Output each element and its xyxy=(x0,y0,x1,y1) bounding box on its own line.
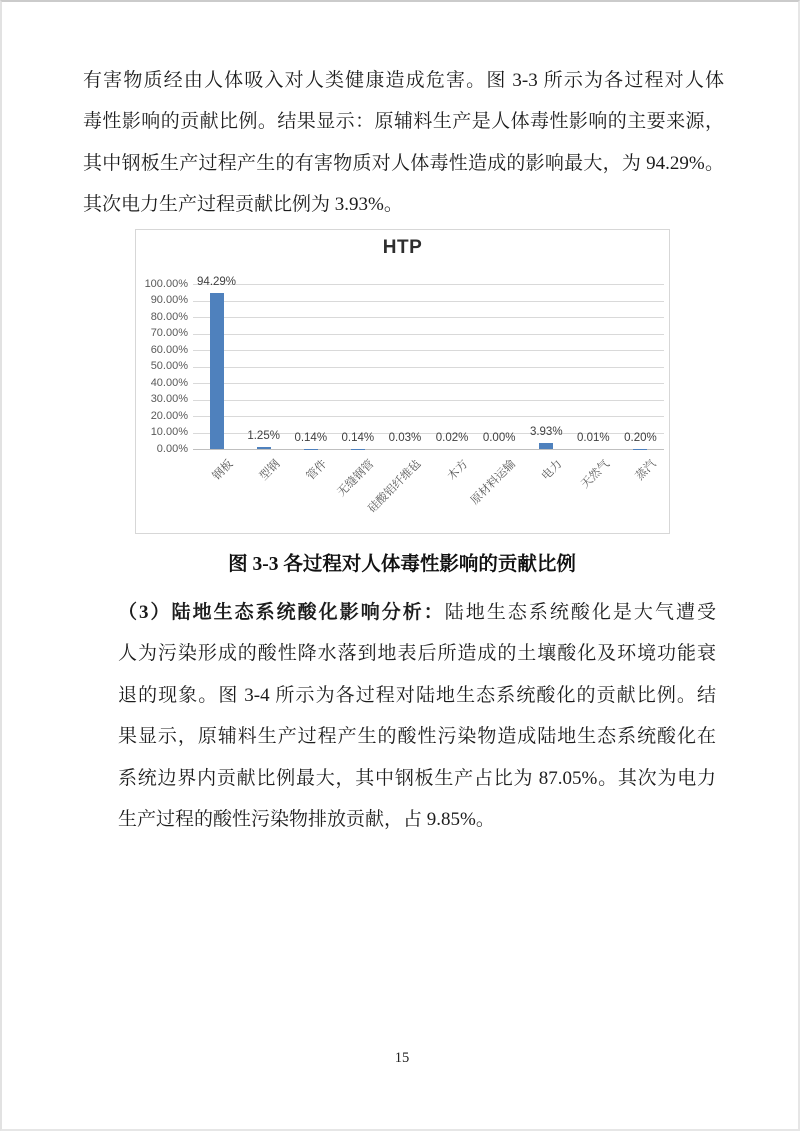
htp-chart xyxy=(135,229,670,534)
y-axis-tick: 50.00% xyxy=(150,360,188,372)
x-axis-category-label: 木方 xyxy=(445,458,471,483)
bar-value-label: 0.03% xyxy=(388,431,422,444)
paragraph-lead-bold: （3）陆地生态系统酸化影响分析： xyxy=(118,602,445,623)
bar-value-label: 0.14% xyxy=(294,431,328,444)
y-axis-tick: 0.00% xyxy=(156,442,188,455)
gridline xyxy=(193,383,664,384)
x-axis-category-label: 电力 xyxy=(539,458,565,483)
paragraph-acidification xyxy=(118,592,716,840)
y-axis-tick: 70.00% xyxy=(150,327,188,339)
text-line: 毒性影响的贡献比例。结果显示：原辅料生产是人体毒性影响的主要来源， xyxy=(83,111,724,133)
text-line: 人为污染形成的酸性降水落到地表后所造成的土壤酸化及环境功能衰 xyxy=(118,643,716,665)
gridline xyxy=(193,416,664,417)
gridline xyxy=(193,400,664,401)
bar xyxy=(210,293,224,449)
y-axis-tick: 90.00% xyxy=(150,294,188,306)
x-axis-category-label: 无缝钢管 xyxy=(335,458,377,500)
figure-caption: 图 3-3 各过程对人体毒性影响的贡献比例 xyxy=(228,554,576,575)
x-axis-category-label: 型钢 xyxy=(257,458,283,483)
paragraph-human-toxicity xyxy=(83,60,724,226)
bar-value-label: 0.20% xyxy=(624,431,657,444)
text-line: 有害物质经由人体吸入对人类健康造成危害。图 3-3 所示为各过程对人体 xyxy=(83,70,724,91)
bar-value-label: 0.00% xyxy=(482,432,516,444)
bar-value-label: 0.01% xyxy=(577,431,610,444)
y-axis-tick: 30.00% xyxy=(150,393,188,405)
text-span: 陆地生态系统酸化是大气遭受 xyxy=(444,602,716,623)
text-line xyxy=(118,592,716,633)
text-line: 果显示，原辅料生产过程产生的酸性污染物造成陆地生态系统酸化在 xyxy=(118,726,716,748)
bar-value-label: 1.25% xyxy=(247,429,280,442)
x-axis-category-label: 管件 xyxy=(304,458,330,483)
bar-value-label: 94.29% xyxy=(197,276,237,289)
y-axis-tick: 10.00% xyxy=(150,426,188,438)
gridline xyxy=(193,449,664,450)
y-axis-tick: 80.00% xyxy=(150,310,188,323)
x-axis-category-label: 蒸汽 xyxy=(634,458,659,483)
y-axis-tick: 100.00% xyxy=(144,277,188,290)
x-axis-category-label: 原材料运输 xyxy=(468,458,518,508)
gridline xyxy=(193,367,664,368)
text-line: 其中钢板生产过程产生的有害物质对人体毒性造成的影响最大，为 94.29%。 xyxy=(83,152,724,174)
bar-value-label: 3.93% xyxy=(529,425,563,438)
gridline xyxy=(193,334,664,335)
gridline xyxy=(193,301,664,302)
text-line: 生产过程的酸性污染物排放贡献，占 9.85%。 xyxy=(118,808,495,830)
gridline xyxy=(193,350,664,351)
bar-value-label: 0.14% xyxy=(341,431,375,444)
x-axis-category-label: 天然气 xyxy=(578,458,612,491)
x-axis-category-label: 钢板 xyxy=(210,458,236,483)
x-axis-category-label: 硅酸铝纤维毡 xyxy=(366,458,424,516)
text-line: 系统边界内贡献比例最大，其中钢板生产占比为 87.05%。其次为电力 xyxy=(118,767,716,789)
gridline xyxy=(193,284,664,285)
bar-value-label: 0.02% xyxy=(435,431,469,444)
page-number: 15 xyxy=(394,1050,410,1066)
text-line: 其次电力生产过程贡献比例为 3.93%。 xyxy=(83,194,403,216)
y-axis-tick: 40.00% xyxy=(150,376,188,389)
bar xyxy=(539,443,553,449)
bar xyxy=(257,447,271,449)
y-axis-tick: 60.00% xyxy=(150,343,188,356)
chart-title: HTP xyxy=(382,237,423,258)
gridline xyxy=(193,317,664,318)
text-line: 退的现象。图 3-4 所示为各过程对陆地生态系统酸化的贡献比例。结 xyxy=(118,684,716,706)
y-axis-tick: 20.00% xyxy=(150,409,188,422)
